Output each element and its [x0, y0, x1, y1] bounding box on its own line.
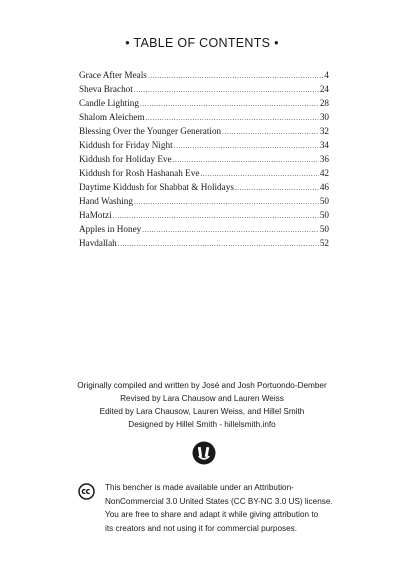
toc-leader-dots	[235, 181, 319, 195]
toc-entry-title: Grace After Meals	[79, 70, 147, 80]
license-line: This bencher is made available under an Attribution-	[105, 483, 294, 492]
toc-entry-page: 46	[319, 182, 329, 192]
toc-entry-page: 52	[319, 238, 329, 248]
toc-leader-dots	[118, 237, 319, 251]
toc-entry-page: 50	[319, 224, 329, 234]
toc-entry[interactable]	[79, 208, 329, 222]
toc-entry-page: 50	[319, 210, 329, 220]
toc-entry[interactable]	[79, 110, 329, 124]
toc-entry[interactable]	[79, 68, 329, 82]
license-notice	[105, 481, 355, 536]
toc-entry[interactable]	[79, 124, 329, 138]
toc-entry[interactable]	[79, 152, 329, 166]
toc-entry[interactable]	[79, 222, 329, 236]
credit-line-compiled: Originally compiled and written by José and Josh Portuondo-Dember	[77, 381, 327, 390]
credit-line-edited: Edited by Lara Chausow, Lauren Weiss, and Hillel Smith	[99, 407, 305, 416]
creative-commons-icon	[78, 483, 95, 500]
toc-entry[interactable]	[79, 194, 329, 208]
toc-leader-dots	[200, 167, 318, 181]
license-line: You are free to share and adapt it while giving attribution to	[105, 510, 319, 520]
credit-line-revised: Revised by Lara Chausow and Lauren Weiss	[120, 394, 284, 403]
page-title: • TABLE OF CONTENTS •	[125, 36, 279, 50]
toc-entry-title: Kiddush for Holiday Eve	[79, 154, 172, 164]
toc-entry-title: Blessing Over the Younger Generation	[79, 126, 222, 136]
credit-line-designed: Designed by Hillel Smith - hillelsmith.info	[128, 420, 276, 429]
toc-entry-page: 34	[319, 140, 329, 150]
toc-entry[interactable]	[79, 138, 329, 152]
toc-entry-title: Hand Washing	[79, 196, 133, 206]
toc-leader-dots	[148, 69, 324, 83]
toc-leader-dots	[173, 153, 319, 167]
table-of-contents	[79, 68, 329, 250]
toc-entry-title: Daytime Kiddush for Shabbat & Holidays	[79, 182, 234, 192]
toc-entry-title: Shalom Aleichem	[79, 112, 145, 122]
license-line: its creators and not using it for commercial purposes.	[105, 524, 298, 534]
license-line: NonCommercial 3.0 United States (CC BY-NC 3.0 US) license.	[105, 496, 333, 506]
toc-leader-dots	[174, 139, 319, 153]
toc-entry-page: 50	[319, 196, 329, 206]
toc-entry[interactable]	[79, 82, 329, 96]
publisher-logo-icon	[192, 441, 216, 465]
toc-entry-title: Sheva Brachot	[79, 84, 133, 94]
toc-entry[interactable]	[79, 236, 329, 250]
toc-entry-page: 36	[319, 154, 329, 164]
toc-entry-title: Apples in Honey	[79, 224, 142, 234]
toc-entry[interactable]	[79, 180, 329, 194]
toc-leader-dots	[222, 125, 319, 139]
toc-leader-dots	[140, 97, 319, 111]
toc-entry-page: 30	[319, 112, 329, 122]
toc-leader-dots	[142, 223, 319, 237]
toc-entry-title: Havdallah	[79, 238, 117, 248]
toc-entry-title: HaMotzi	[79, 210, 112, 220]
toc-entry-page: 32	[319, 126, 329, 136]
toc-entry-page: 42	[319, 168, 329, 178]
toc-leader-dots	[146, 111, 319, 125]
toc-leader-dots	[113, 209, 319, 223]
toc-entry-page: 24	[319, 84, 329, 94]
toc-leader-dots	[134, 195, 319, 209]
toc-leader-dots	[134, 83, 319, 97]
toc-entry-page: 4	[324, 70, 329, 80]
toc-entry-page: 28	[319, 98, 329, 108]
toc-entry[interactable]	[79, 96, 329, 110]
toc-entry-title: Kiddush for Friday Night	[79, 140, 173, 150]
credits-block	[0, 379, 404, 431]
toc-entry-title: Candle Lighting	[79, 98, 139, 108]
toc-entry-title: Kiddush for Rosh Hashanah Eve	[79, 168, 200, 178]
toc-entry[interactable]	[79, 166, 329, 180]
